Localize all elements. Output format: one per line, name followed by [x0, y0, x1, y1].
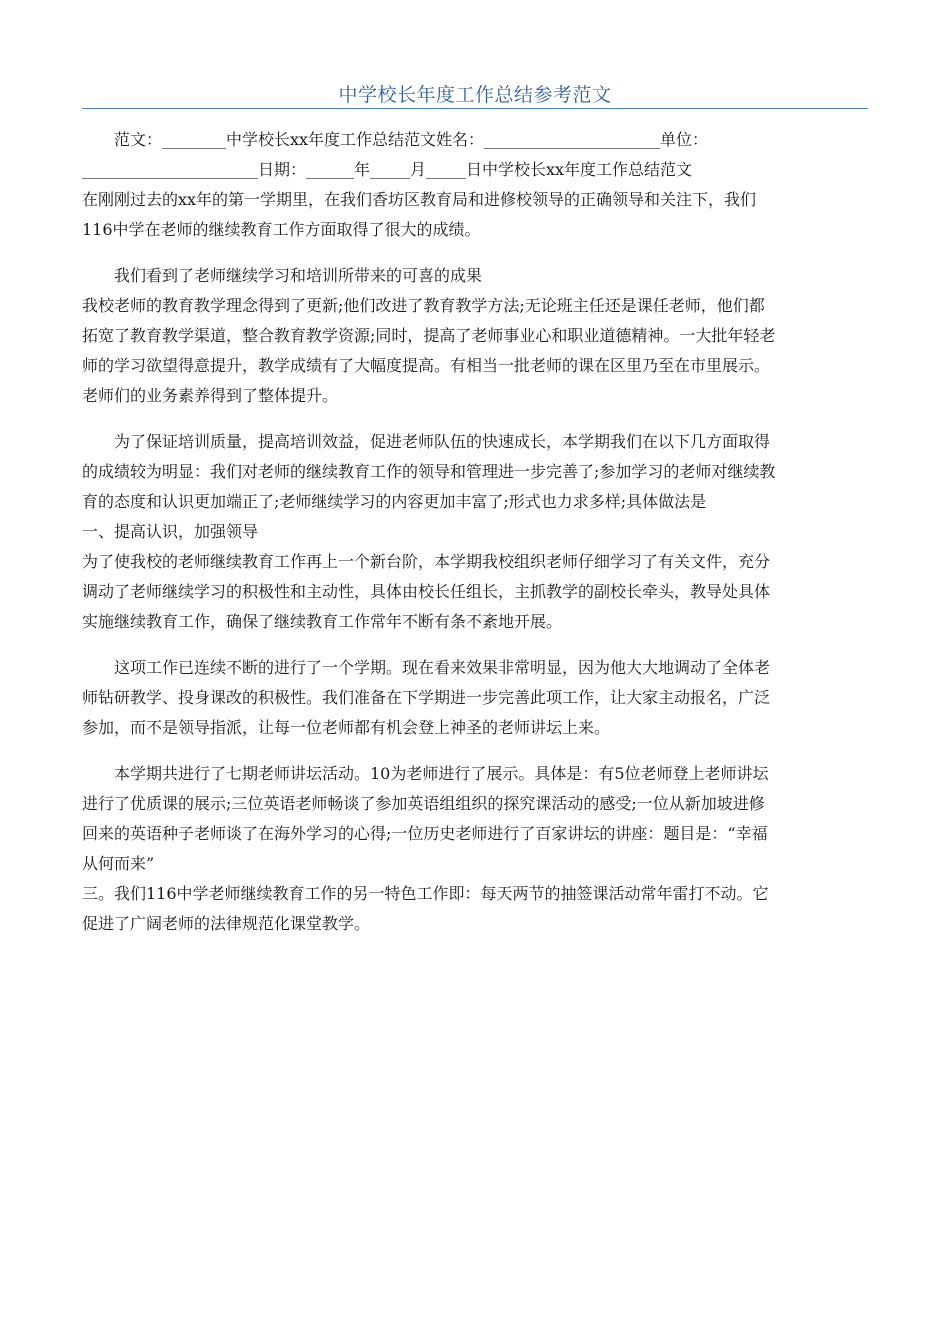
text-line: 进行了优质课的展示;三位英语老师畅谈了参加英语组组织的探究课活动的感受;一位从新加坡进修 [82, 794, 765, 813]
text-line: 我们看到了老师继续学习和培训所带来的可喜的成果 [114, 266, 483, 285]
text-line: 这项工作已连续不断的进行了一个学期。现在看来效果非常明显，因为他大大地调动了全体老 [114, 658, 771, 677]
text-line: 老师们的业务素养得到了整体提升。 [82, 386, 339, 405]
text-line: 回来的英语种子老师谈了在海外学习的心得;一位历史老师进行了百家讲坛的讲座：题目是：“幸福 [82, 824, 768, 843]
paragraph-gap [82, 245, 868, 261]
text-line: 一、提高认识，加强领导 [82, 522, 259, 541]
text-line: 育的态度和认识更加端正了;老师继续学习的内容更加丰富了;形式也力求多样;具体做法是 [82, 492, 707, 511]
text-line: 我校老师的教育教学理念得到了更新;他们改进了教育教学方法;无论班主任还是课任老师，他们都 [82, 296, 765, 315]
text-line: 为了保证培训质量，提高培训效益，促进老师队伍的快速成长，本学期我们在以下几方面取得 [114, 432, 771, 451]
text-line: 拓宽了教育教学渠道，整合教育教学资源;同时，提高了老师事业心和职业道德精神。一大批年轻老 [82, 326, 776, 345]
document-title: 中学校长年度工作总结参考范文 [338, 84, 612, 106]
paragraph-gap [82, 637, 868, 653]
text-line: 参加，而不是领导指派，让每一位老师都有机会登上神圣的老师讲坛上来。 [82, 718, 611, 737]
text-line: 为了使我校的老师继续教育工作再上一个新台阶，本学期我校组织老师仔细学习了有关文件，充分 [82, 552, 771, 571]
title-underline [82, 108, 868, 109]
text-line: 调动了老师继续学习的积极性和主动性，具体由校长任组长，主抓教学的副校长牵头，教导处具体 [82, 582, 771, 601]
text-line: 从何而来” [82, 854, 155, 873]
text-line: 的成绩较为明显：我们对老师的继续教育工作的领导和管理进一步完善了;参加学习的老师对继续教 [82, 462, 776, 481]
paragraph-gap [82, 411, 868, 427]
text-line: 范文：________中学校长xx年度工作总结范文姓名：______________________单位： [114, 130, 709, 149]
text-line: ______________________日期：______年_____月_____日中学校长xx年度工作总结范文 [82, 160, 693, 179]
text-line: 在刚刚过去的xx年的第一学期里，在我们香坊区教育局和进修校领导的正确领导和关注下，我们 [82, 190, 757, 209]
text-line: 促进了广阔老师的法律规范化课堂教学。 [82, 914, 371, 933]
text-line: 本学期共进行了七期老师讲坛活动。10为老师进行了展示。具体是：有5位老师登上老师讲坛 [114, 764, 769, 783]
paragraph-gap [82, 743, 868, 759]
text-line: 116中学在老师的继续教育工作方面取得了很大的成绩。 [82, 220, 481, 239]
text-line: 师的学习欲望得意提升，教学成绩有了大幅度提高。有相当一批老师的课在区里乃至在市里展示。 [82, 356, 771, 375]
text-line: 师钻研教学、投身课改的积极性。我们准备在下学期进一步完善此项工作，让大家主动报名，广泛 [82, 688, 771, 707]
text-line: 实施继续教育工作，确保了继续教育工作常年不断有条不紊地开展。 [82, 612, 563, 631]
text-line: 三。我们116中学老师继续教育工作的另一特色工作即：每天两节的抽签课活动常年雷打不动。它 [82, 884, 769, 903]
document-body [82, 125, 868, 939]
